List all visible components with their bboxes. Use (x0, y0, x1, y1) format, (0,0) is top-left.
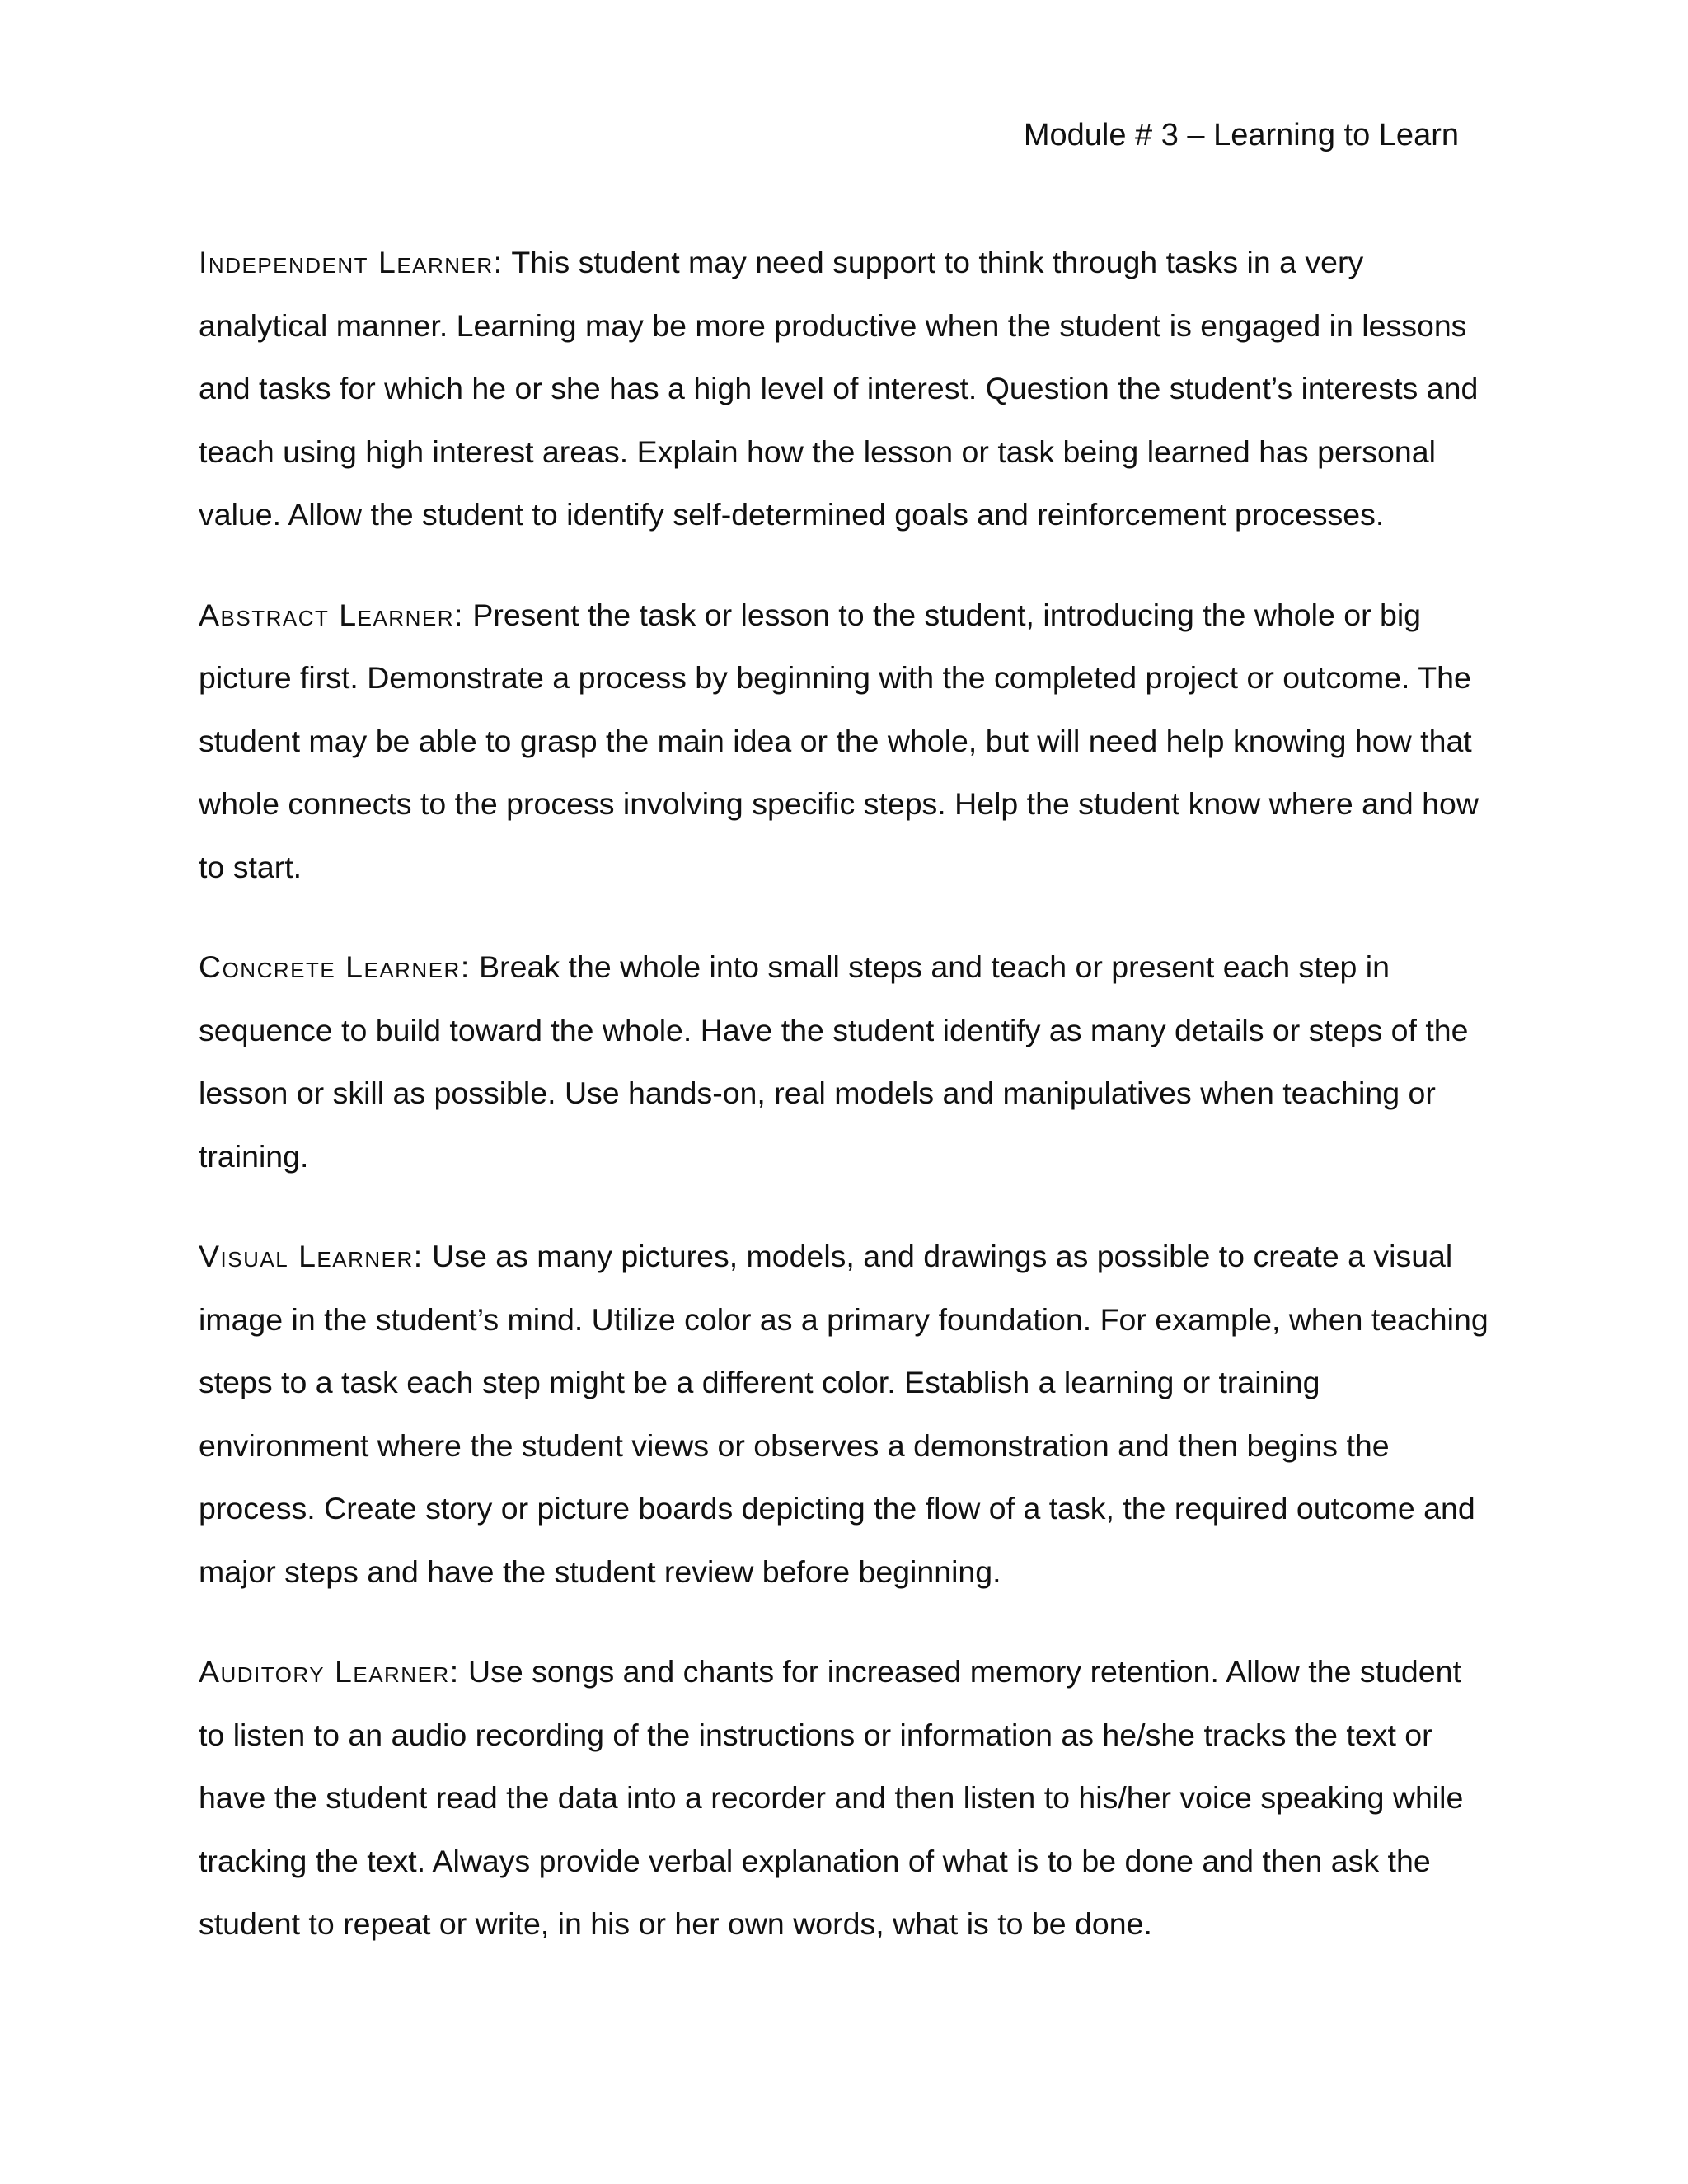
section-body: Break the whole into small steps and teach or present each step in sequence to build toward the whole. Have the student identify as many details or steps of the lesson or skill as possible. Use hands-on, real models and manipulatives when teaching or training. (199, 949, 1469, 1174)
section-heading: Visual Learner: (199, 1239, 424, 1273)
section-body: Present the task or lesson to the student, introducing the whole or big picture first. Demonstrate a process by beginning with the completed project or outcome. The student may be able to grasp the main idea or the whole, but will need help knowing how that whole connects to the process involving specific steps. Help the student know where and how to start. (199, 597, 1479, 884)
section-visual-learner (199, 1225, 1494, 1603)
section-body: Use as many pictures, models, and drawings as possible to create a visual image in the student’s mind. Utilize color as a primary foundation. For example, when teaching steps to a task each step might be a different color. Establish a learning or training environment where the student views or observes a demonstration and then begins the process. Create story or picture boards depicting the flow of a task, the required outcome and major steps and have the student review before beginning. (199, 1239, 1489, 1589)
document-body (199, 231, 1494, 1993)
section-heading: Concrete Learner: (199, 949, 471, 984)
running-header-module-title: Module # 3 – Learning to Learn (1023, 118, 1459, 152)
section-heading: Abstract Learner: (199, 597, 464, 632)
section-body: Use songs and chants for increased memory retention. Allow the student to listen to an audio recording of the instructions or information as he/she tracks the text or have the student read the data into a recorder and then listen to his/her voice speaking while tracking the text. Always provide verbal explanation of what is to be done and then ask the student to repeat or write, in his or her own words, what is to be done. (199, 1654, 1464, 1941)
section-body: This student may need support to think through tasks in a very analytical manner. Learning may be more productive when the student is engaged in lessons and tasks for which he or she has a high level of interest. Question the student’s interests and teach using high interest areas. Explain how the lesson or task being learned has personal value. Allow the student to identify self-determined goals and reinforcement processes. (199, 245, 1479, 532)
section-auditory-learner (199, 1640, 1494, 1956)
section-independent-learner (199, 231, 1494, 546)
section-concrete-learner (199, 935, 1494, 1188)
section-abstract-learner (199, 583, 1494, 899)
section-heading: Auditory Learner: (199, 1654, 460, 1689)
section-heading: Independent Learner: (199, 245, 504, 279)
